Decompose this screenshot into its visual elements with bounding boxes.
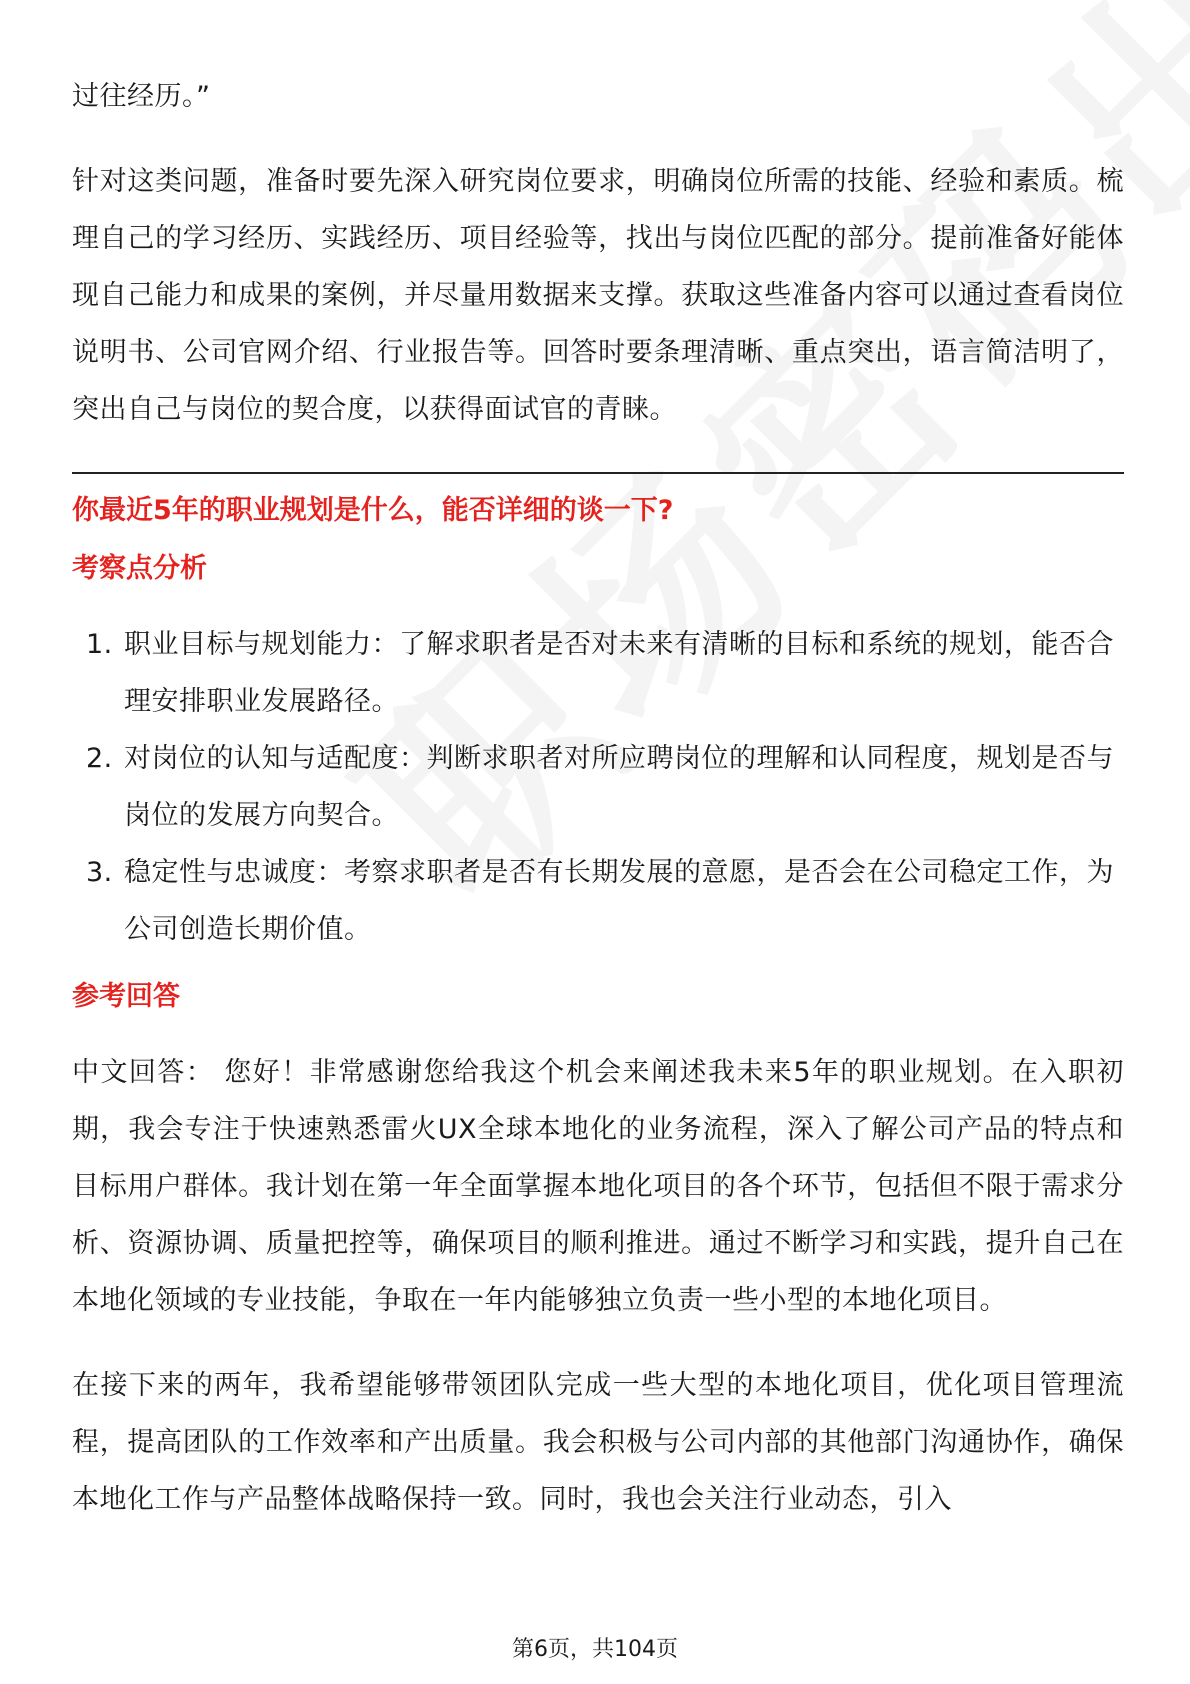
point-text: 稳定性与忠诚度：考察求职者是否有长期发展的意愿，是否会在公司稳定工作，为公司创造长期价值。 <box>124 857 1114 945</box>
point-text: 职业目标与规划能力：了解求职者是否对未来有清晰的目标和系统的规划，能否合理安排职业发展路径。 <box>124 629 1114 717</box>
page-content <box>72 68 1124 1528</box>
page-footer: 第6页，共104页 <box>512 1637 678 1662</box>
analysis-point <box>72 844 1124 958</box>
point-number: 2. <box>86 743 113 774</box>
analysis-points <box>72 616 1124 958</box>
section-divider <box>72 472 1124 474</box>
intro-paragraph: 针对这类问题，准备时要先深入研究岗位要求，明确岗位所需的技能、经验和素质。梳理自己的学习经历、实践经历、项目经验等，找出与岗位匹配的部分。提前准备好能体现自己能力和成果的案例，并尽量用数据来支撑。获取这些准备内容可以通过查看岗位说明书、公司官网介绍、行业报告等。回答时要条理清晰、重点突出，语言简洁明了，突出自己与岗位的契合度，以获得面试官的青睐。 <box>72 166 1124 425</box>
analysis-point <box>72 730 1124 844</box>
analysis-point <box>72 616 1124 730</box>
point-text: 对岗位的认知与适配度：判断求职者对所应聘岗位的理解和认同程度，规划是否与岗位的发展方向契合。 <box>124 743 1114 831</box>
point-number: 1. <box>86 629 113 660</box>
point-number: 3. <box>86 857 113 888</box>
analysis-heading: 考察点分析 <box>72 553 207 584</box>
answer-heading: 参考回答 <box>72 981 180 1012</box>
answer-paragraph-2: 在接下来的两年，我希望能够带领团队完成一些大型的本地化项目，优化项目管理流程，提高团队的工作效率和产出质量。我会积极与公司内部的其他部门沟通协作，确保本地化工作与产品整体战略保持一致。同时，我也会关注行业动态，引入 <box>72 1370 1124 1515</box>
answer-paragraph-1: 中文回答： 您好！非常感谢您给我这个机会来阐述我未来5年的职业规划。在入职初期，我会专注于快速熟悉雷火UX全球本地化的业务流程，深入了解公司产品的特点和目标用户群体。我计划在第一年全面掌握本地化项目的各个环节，包括但不限于需求分析、资源协调、质量把控等，确保项目的顺利推进。通过不断学习和实践，提升自己在本地化领域的专业技能，争取在一年内能够独立负责一些小型的本地化项目。 <box>72 1057 1124 1316</box>
intro-line-tail: 过往经历。” <box>72 81 211 112</box>
question-title: 你最近5年的职业规划是什么，能否详细的谈一下? <box>72 495 674 526</box>
